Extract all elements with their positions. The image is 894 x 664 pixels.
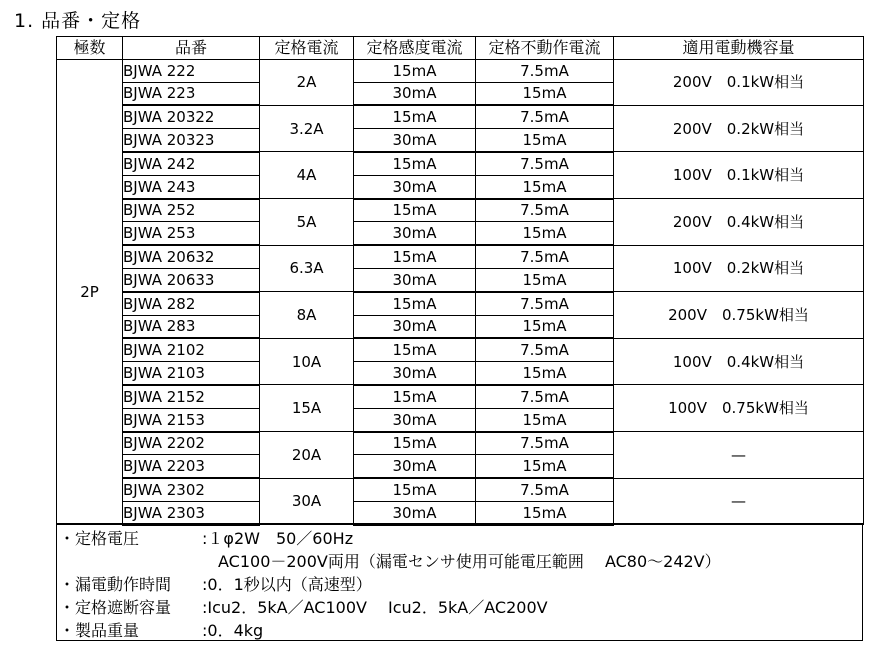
rated-current-cell: 15A [260, 385, 354, 432]
non-operating-cell: 15mA [476, 315, 614, 338]
model-cell: BJWA 283 [123, 315, 260, 338]
model-cell: BJWA 282 [123, 292, 260, 315]
table-row [57, 199, 864, 222]
table-row [57, 59, 864, 82]
sensitivity-cell: 30mA [354, 175, 476, 198]
header-rated-current: 定格電流 [260, 37, 354, 60]
sensitivity-cell: 30mA [354, 82, 476, 105]
non-operating-cell: 7.5mA [476, 338, 614, 361]
motor-capacity-cell: 100V 0.4kW相当 [614, 338, 864, 385]
header-sensitivity-current: 定格感度電流 [354, 37, 476, 60]
note-label: ・漏電動作時間 [59, 575, 172, 594]
note-label: ・定格電圧 [59, 529, 140, 548]
spec-table [56, 36, 864, 526]
rated-current-cell: 3.2A [260, 105, 354, 152]
sensitivity-cell: 15mA [354, 245, 476, 268]
model-cell: BJWA 20322 [123, 105, 260, 128]
model-cell: BJWA 252 [123, 199, 260, 222]
motor-capacity-cell: — [614, 478, 864, 525]
model-cell: BJWA 2202 [123, 432, 260, 455]
model-cell: BJWA 253 [123, 222, 260, 245]
motor-capacity-cell: 100V 0.75kW相当 [614, 385, 864, 432]
table-row [57, 338, 864, 361]
sensitivity-cell: 15mA [354, 199, 476, 222]
motor-capacity-cell: 200V 0.2kW相当 [614, 105, 864, 152]
sensitivity-cell: 15mA [354, 292, 476, 315]
note-value: :Icu2．5kA／AC100V Icu2．5kA／AC200V [202, 598, 548, 617]
non-operating-cell: 15mA [476, 455, 614, 478]
table-row [57, 152, 864, 175]
header-model: 品番 [123, 37, 260, 60]
sensitivity-cell: 15mA [354, 432, 476, 455]
sensitivity-cell: 15mA [354, 59, 476, 82]
table-body [57, 59, 864, 524]
sensitivity-cell: 30mA [354, 222, 476, 245]
non-operating-cell: 7.5mA [476, 152, 614, 175]
model-cell: BJWA 2302 [123, 478, 260, 501]
non-operating-cell: 15mA [476, 268, 614, 291]
rated-current-cell: 2A [260, 59, 354, 105]
table-row [57, 292, 864, 315]
model-cell: BJWA 2102 [123, 338, 260, 361]
motor-capacity-cell: 200V 0.75kW相当 [614, 292, 864, 339]
note-value: :１φ2W 50／60Hz [202, 529, 354, 548]
section-title: 1. 品番・定格 [14, 10, 142, 32]
non-operating-cell: 7.5mA [476, 432, 614, 455]
sensitivity-cell: 15mA [354, 385, 476, 408]
note-value: AC100－200V両用（漏電センサ使用可能電圧範囲 AC80～242V） [202, 552, 721, 571]
rated-current-cell: 6.3A [260, 245, 354, 292]
sensitivity-cell: 30mA [354, 408, 476, 431]
sensitivity-cell: 15mA [354, 478, 476, 501]
table-row [57, 385, 864, 408]
notes-box [56, 523, 863, 641]
rated-current-cell: 20A [260, 432, 354, 479]
non-operating-cell: 7.5mA [476, 59, 614, 82]
non-operating-cell: 7.5mA [476, 385, 614, 408]
motor-capacity-cell: 200V 0.1kW相当 [614, 59, 864, 105]
rated-current-cell: 10A [260, 338, 354, 385]
non-operating-cell: 15mA [476, 501, 614, 524]
note-value: :0．4kg [202, 621, 264, 640]
model-cell: BJWA 2203 [123, 455, 260, 478]
table-row [57, 105, 864, 128]
rated-current-cell: 30A [260, 478, 354, 525]
model-cell: BJWA 2103 [123, 362, 260, 385]
header-non-operating-current: 定格不動作電流 [476, 37, 614, 60]
rated-current-cell: 8A [260, 292, 354, 339]
note-value: :0．1秒以内（高速型） [202, 575, 372, 594]
sensitivity-cell: 30mA [354, 129, 476, 152]
model-cell: BJWA 2303 [123, 501, 260, 524]
model-cell: BJWA 242 [123, 152, 260, 175]
sensitivity-cell: 30mA [354, 315, 476, 338]
model-cell: BJWA 20632 [123, 245, 260, 268]
sensitivity-cell: 15mA [354, 338, 476, 361]
model-cell: BJWA 243 [123, 175, 260, 198]
motor-capacity-cell: 100V 0.2kW相当 [614, 245, 864, 292]
rated-current-cell: 4A [260, 152, 354, 199]
non-operating-cell: 7.5mA [476, 478, 614, 501]
sensitivity-cell: 30mA [354, 362, 476, 385]
header-motor-capacity: 適用電動機容量 [614, 37, 864, 60]
non-operating-cell: 7.5mA [476, 199, 614, 222]
rated-current-cell: 5A [260, 199, 354, 246]
model-cell: BJWA 222 [123, 59, 260, 82]
note-label: ・定格遮断容量 [59, 598, 172, 617]
motor-capacity-cell: 200V 0.4kW相当 [614, 199, 864, 246]
non-operating-cell: 15mA [476, 408, 614, 431]
model-cell: BJWA 223 [123, 82, 260, 105]
motor-capacity-cell: 100V 0.1kW相当 [614, 152, 864, 199]
non-operating-cell: 15mA [476, 175, 614, 198]
sensitivity-cell: 30mA [354, 455, 476, 478]
sensitivity-cell: 30mA [354, 268, 476, 291]
sensitivity-cell: 30mA [354, 501, 476, 524]
note-label: ・製品重量 [59, 621, 140, 640]
model-cell: BJWA 20323 [123, 129, 260, 152]
non-operating-cell: 15mA [476, 82, 614, 105]
table-row [57, 245, 864, 268]
table-row [57, 432, 864, 455]
model-cell: BJWA 2152 [123, 385, 260, 408]
header-pole: 極数 [57, 37, 123, 60]
non-operating-cell: 7.5mA [476, 245, 614, 268]
non-operating-cell: 15mA [476, 362, 614, 385]
sensitivity-cell: 15mA [354, 152, 476, 175]
non-operating-cell: 7.5mA [476, 105, 614, 128]
non-operating-cell: 15mA [476, 129, 614, 152]
table-header-row [57, 37, 864, 60]
model-cell: BJWA 2153 [123, 408, 260, 431]
motor-capacity-cell: — [614, 432, 864, 479]
model-cell: BJWA 20633 [123, 268, 260, 291]
non-operating-cell: 7.5mA [476, 292, 614, 315]
sensitivity-cell: 15mA [354, 105, 476, 128]
non-operating-cell: 15mA [476, 222, 614, 245]
pole-cell: 2P [57, 59, 123, 524]
table-row [57, 478, 864, 501]
